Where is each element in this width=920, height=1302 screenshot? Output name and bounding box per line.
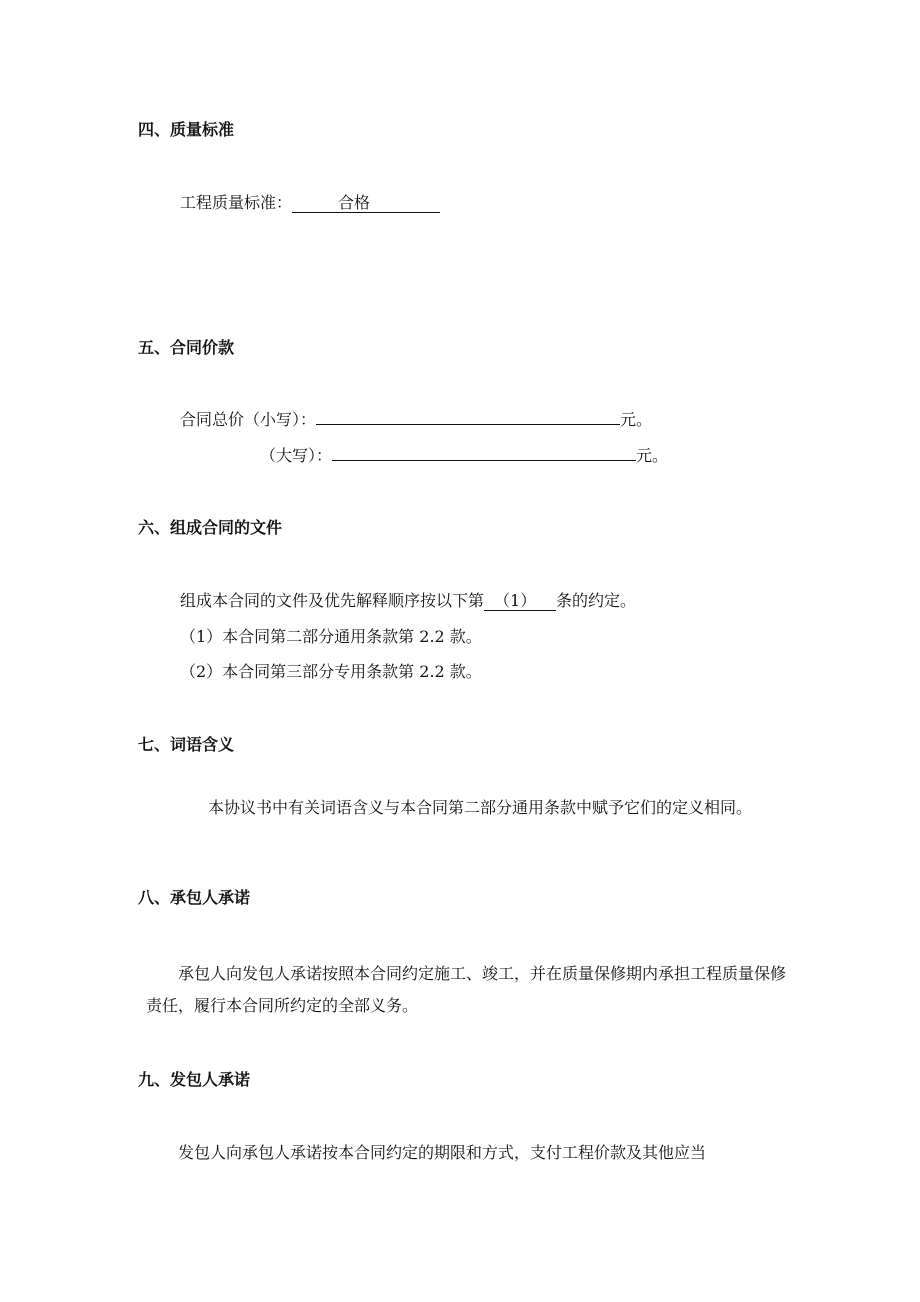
price-big-label: （大写）： — [260, 446, 333, 465]
section-8-body: 承包人向发包人承诺按照本合同约定施工、竣工，并在质量保修期内承担工程质量保修责任，履行本合同所约定的全部义务。 — [146, 964, 787, 1015]
section-8-heading: 八、承包人承诺 — [138, 888, 251, 907]
section-7-body: 本协议书中有关词语含义与本合同第二部分通用条款中赋予它们的定义相同。 — [208, 798, 753, 817]
documents-order-field — [484, 592, 556, 611]
documents-item-2: （2）本合同第三部分专用条款第 2.2 款。 — [180, 662, 482, 681]
price-big-unit: 元。 — [636, 446, 669, 465]
documents-item-1: （1）本合同第二部分通用条款第 2.2 款。 — [180, 627, 482, 646]
quality-standard-value: 合格 — [338, 193, 371, 212]
documents-lead-after: 条的约定。 — [556, 591, 637, 610]
section-5-heading: 五、合同价款 — [138, 338, 235, 357]
price-big-field — [332, 460, 636, 461]
section-7-heading: 七、词语含义 — [138, 735, 235, 754]
price-small-field — [316, 424, 620, 425]
price-small-label: 合同总价（小写）： — [180, 410, 317, 429]
documents-lead-line — [180, 591, 636, 611]
price-small-line — [180, 410, 652, 430]
price-big-line — [260, 446, 668, 466]
price-small-unit: 元。 — [620, 410, 653, 429]
documents-order-value: （1） — [494, 591, 537, 610]
section-4-heading: 四、质量标准 — [138, 120, 235, 139]
section-9-heading: 九、发包人承诺 — [138, 1070, 251, 1089]
documents-lead-before: 组成本合同的文件及优先解释顺序按以下第 — [180, 591, 485, 610]
quality-standard-label: 工程质量标准： — [180, 193, 293, 212]
quality-standard-field — [292, 194, 440, 213]
section-6-heading: 六、组成合同的文件 — [138, 518, 283, 537]
section-9-body: 发包人向承包人承诺按本合同约定的期限和方式，支付工程价款及其他应当 — [178, 1143, 707, 1162]
quality-standard-line — [180, 193, 440, 213]
